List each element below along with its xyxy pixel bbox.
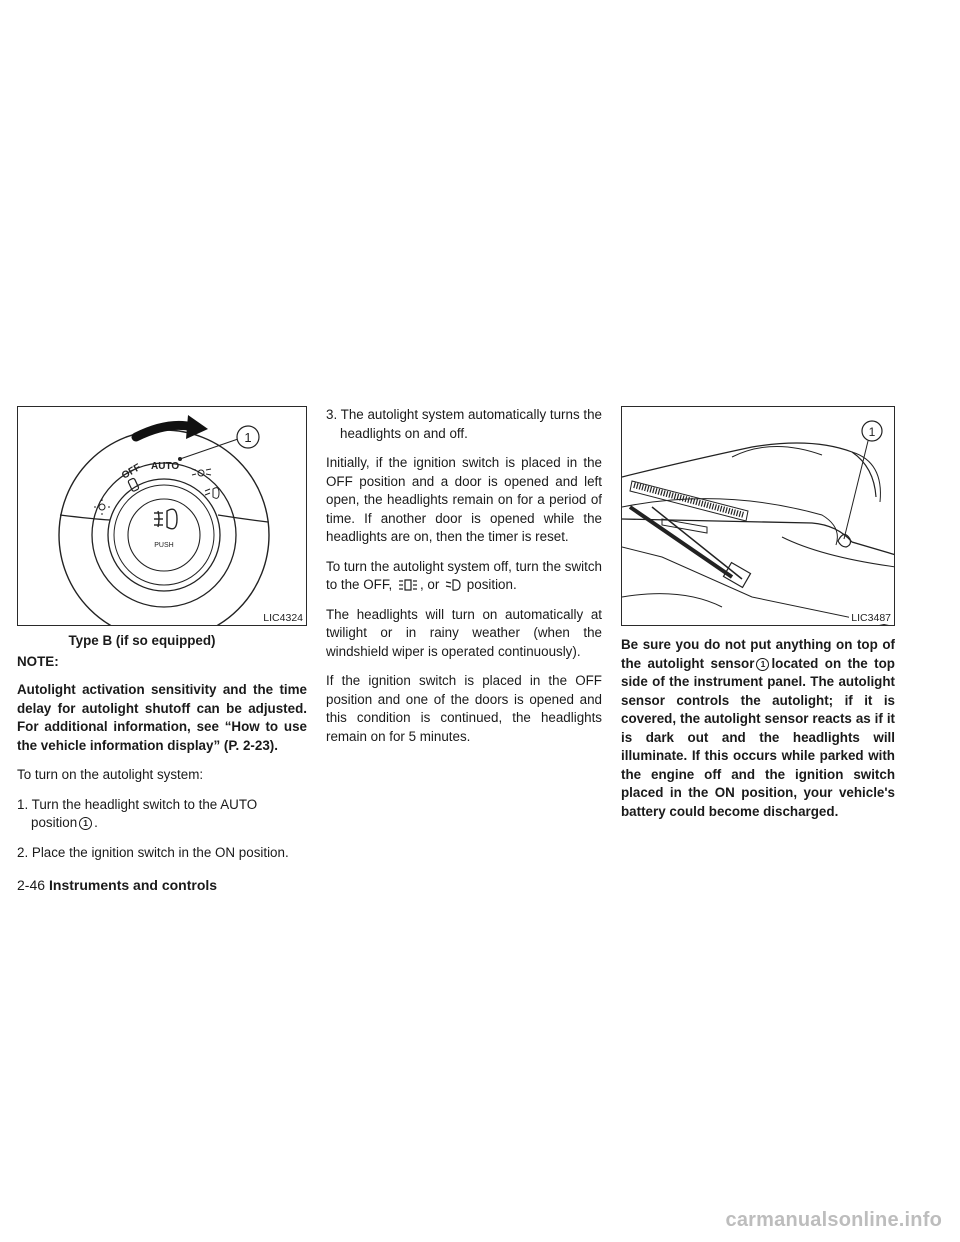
fog-light-icon [154,509,177,529]
parking-light-icon [398,579,418,591]
sensor-warning [621,636,895,821]
circle-number-1: 1 [79,817,92,830]
sensor-warning-text-b: located on the top side of the instrument panel. The autolight sensor controls the autolight; if it is covered, the autolight sensor reacts as if it is dark out and the headlights will illuminate. If this occurs while parked with the engine off and the ignition switch placed in the ON position, your vehicle's battery could become discharged. [621,655,895,819]
parking-light-icon [192,469,211,476]
headlight-switch-illustration [18,407,307,626]
interior-light-icon [94,499,110,515]
step-1 [17,796,307,833]
turn-off-text-a: To turn the autolight system off, turn the switch to the OFF, [326,558,602,592]
step-1-end: . [94,815,98,830]
paragraph-five-minutes: If the ignition switch is placed in the OFF position and one of the doors is opened and this condition is continued, the headlights remain on for 5 minutes. [326,673,602,744]
instrument-panel-illustration [622,407,895,626]
circle-number-1: 1 [756,658,769,671]
figure-code: LIC4324 [263,612,303,624]
headlight-icon [205,488,219,499]
step-3: 3. The autolight system automatically turns the headlights on and off. [326,407,602,441]
paragraph-timer: Initially, if the ignition switch is placed in the OFF position and a door is opened and left open, the headlights remain on for a period of time. If another door is opened while the headlights are on, then the timer is reset. [326,455,602,544]
right-column [621,406,895,832]
figure-callout-1: 1 [868,425,876,439]
note-body: Autolight activation sensitivity and the time delay for autolight shutoff can be adjusted. For additional information, see “How to use the vehicle information display” (P. 2-23). [17,682,307,753]
left-column [17,406,307,873]
figure-callout-1: 1 [244,430,252,445]
intro-text: To turn on the autolight system: [17,767,204,782]
headlight-switch-figure [17,406,307,626]
turn-off-text-b: , or [419,577,440,592]
sensor-warning-text-a: Be sure you do not put anything on top of the autolight sensor [621,637,895,671]
auto-label: AUTO [151,461,180,472]
off-label: OFF [120,462,143,482]
push-label: PUSH [154,542,174,549]
autolight-sensor-figure [621,406,895,626]
paragraph-turn-off [326,558,602,595]
paragraph-twilight: The headlights will turn on automatically at twilight or in rainy weather (when the windshield wiper is operated continuously). [326,606,602,659]
page-number: 2-46 [17,877,46,893]
page-footer [17,876,217,894]
step-2: 2. Place the ignition switch in the ON position. [17,844,289,860]
watermark: carmanualsonline.info [725,1209,942,1231]
headlight-icon [445,579,461,591]
step-1-text: 1. Turn the headlight switch to the AUTO position [17,796,258,830]
note-title: NOTE: [17,653,59,669]
section-title: Instruments and controls [49,877,218,893]
figure-caption: Type B (if so equipped) [68,633,216,648]
middle-column [326,406,602,757]
figure-code: LIC3487 [851,612,891,624]
turn-off-text-c: position. [466,577,517,592]
